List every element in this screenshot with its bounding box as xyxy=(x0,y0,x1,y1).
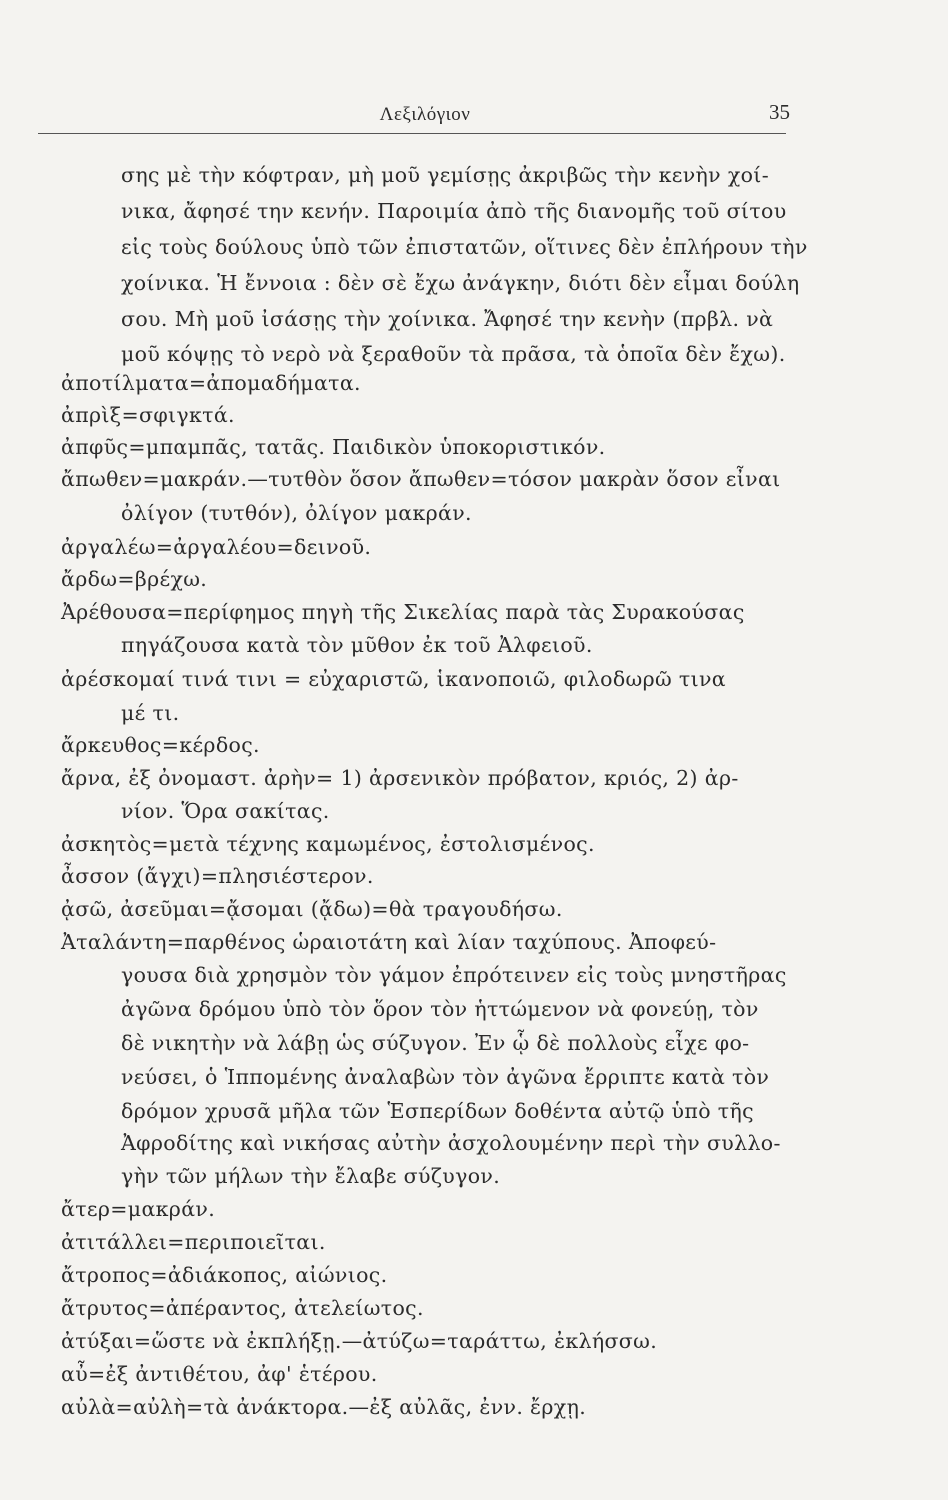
text-line: ὀλίγον (τυτθόν), ὀλίγον μακράν. xyxy=(121,501,472,525)
page-header xyxy=(0,100,948,134)
glossary-entry: Ἀταλάντη=παρθένος ὡραιοτάτη καὶ λίαν ταχύπους. Ἀποφεύ- xyxy=(61,930,717,954)
glossary-entry: ἄρνα, ἐξ ὀνομαστ. ἀρὴν= 1) ἀρσενικὸν πρόβατον, κριός, 2) ἀρ- xyxy=(61,766,739,790)
text-line: ἀγῶνα δρόμου ὑπὸ τὸν ὅρον τὸν ἡττώμενον νὰ φονεύῃ, τὸν xyxy=(121,997,759,1021)
glossary-entry: ἄτερ=μακράν. xyxy=(61,1197,216,1221)
glossary-entry: ἀρέσκομαί τινά τινι = εὐχαριστῶ, ἱκανοποιῶ, φιλοδωρῶ τινα xyxy=(61,667,726,691)
glossary-entry: ἄρδω=βρέχω. xyxy=(61,567,208,591)
text-line: μέ τι. xyxy=(121,701,180,725)
text-line: σου. Μὴ μοῦ ἰσάσῃς τὴν χοίνικα. Ἄφησέ την κενὴν (πρβλ. νὰ xyxy=(121,307,774,331)
text-line: πηγάζουσα κατὰ τὸν μῦθον ἐκ τοῦ Ἀλφειοῦ. xyxy=(121,633,593,657)
glossary-entry: ἄρκευθος=κέρδος. xyxy=(61,733,260,757)
glossary-entry: αὖ=ἐξ ἀντιθέτου, ἀφ' ἑτέρου. xyxy=(61,1362,378,1386)
text-line: χοίνικα. Ἡ ἔννοια : δὲν σὲ ἔχω ἀνάγκην, διότι δὲν εἶμαι δούλη xyxy=(121,271,800,295)
text-line: δὲ νικητὴν νὰ λάβῃ ὡς σύζυγον. Ἐν ᾧ δὲ πολλοὺς εἶχε φο- xyxy=(121,1031,750,1055)
text-line: μοῦ κόψῃς τὸ νερὸ νὰ ξεραθοῦν τὰ πρᾶσα, τὰ ὁποῖα δὲν ἔχω). xyxy=(121,342,786,366)
glossary-entry: ἀτύξαι=ὥστε νὰ ἐκπλήξῃ.—ἀτύζω=ταράττω, ἐκλήσσω. xyxy=(61,1329,658,1353)
text-line: εἰς τοὺς δούλους ὑπὸ τῶν ἐπιστατῶν, οἵτινες δὲν ἐπλήρουν τὴν xyxy=(121,235,808,259)
text-line: σης μὲ τὴν κόφτραν, μὴ μοῦ γεμίσῃς ἀκριβῶς τὴν κενὴν χοί- xyxy=(121,163,769,187)
header-rule xyxy=(38,133,786,134)
glossary-entry: ἀπρὶξ=σφιγκτά. xyxy=(61,403,235,427)
glossary-entry: Ἀρέθουσα=περίφημος πηγὴ τῆς Σικελίας παρὰ τὰς Συρακούσας xyxy=(61,600,745,624)
glossary-entry: ᾀσῶ, ἀσεῦμαι=ᾄσομαι (ᾄδω)=θὰ τραγουδήσω. xyxy=(61,897,563,921)
glossary-entry: ἄπωθεν=μακράν.—τυτθὸν ὅσον ἄπωθεν=τόσον μακρὰν ὅσον εἶναι xyxy=(61,467,781,491)
text-line: νεύσει, ὁ Ἱππομένης ἀναλαβὼν τὸν ἀγῶνα ἔρριπτε κατὰ τὸν xyxy=(121,1065,770,1089)
glossary-entry: αὐλὰ=αὐλὴ=τὰ ἀνάκτορα.—ἐξ αὐλᾶς, ἐνν. ἔρχῃ. xyxy=(61,1395,587,1419)
glossary-entry: ἀσκητὸς=μετὰ τέχνης καμωμένος, ἐστολισμένος. xyxy=(61,832,595,856)
running-head: Λεξιλόγιον xyxy=(379,104,471,125)
glossary-entry: ἄτρυτος=ἀπέραντος, ἀτελείωτος. xyxy=(61,1296,424,1320)
glossary-entry: ἀπφῦς=μπαμπᾶς, τατᾶς. Παιδικὸν ὑποκοριστικόν. xyxy=(61,435,606,459)
glossary-entry: ἀργαλέω=ἀργαλέου=δεινοῦ. xyxy=(61,535,372,559)
text-line: δρόμον χρυσᾶ μῆλα τῶν Ἑσπερίδων δοθέντα αὐτῷ ὑπὸ τῆς xyxy=(121,1099,754,1123)
text-line: νικα, ἄφησέ την κενήν. Παροιμία ἀπὸ τῆς διανομῆς τοῦ σίτου xyxy=(121,199,787,223)
glossary-entry: ἀποτίλματα=ἀπομαδήματα. xyxy=(61,371,361,395)
text-line: νίον. Ὅρα σακίτας. xyxy=(121,799,330,823)
text-line: γουσα διὰ χρησμὸν τὸν γάμον ἐπρότεινεν εἰς τοὺς μνηστῆρας xyxy=(121,963,787,987)
glossary-entry: ἆσσον (ἄγχι)=πλησιέστερον. xyxy=(61,864,374,888)
text-line: Ἀφροδίτης καὶ νικήσας αὐτὴν ἀσχολουμένην περὶ τὴν συλλο- xyxy=(121,1131,781,1155)
glossary-entry: ἀτιτάλλει=περιποιεῖται. xyxy=(61,1230,326,1254)
glossary-entry: ἄτροπος=ἀδιάκοπος, αἰώνιος. xyxy=(61,1263,388,1287)
text-line: γὴν τῶν μήλων τὴν ἔλαβε σύζυγον. xyxy=(121,1164,501,1188)
page-number: 35 xyxy=(769,100,790,124)
